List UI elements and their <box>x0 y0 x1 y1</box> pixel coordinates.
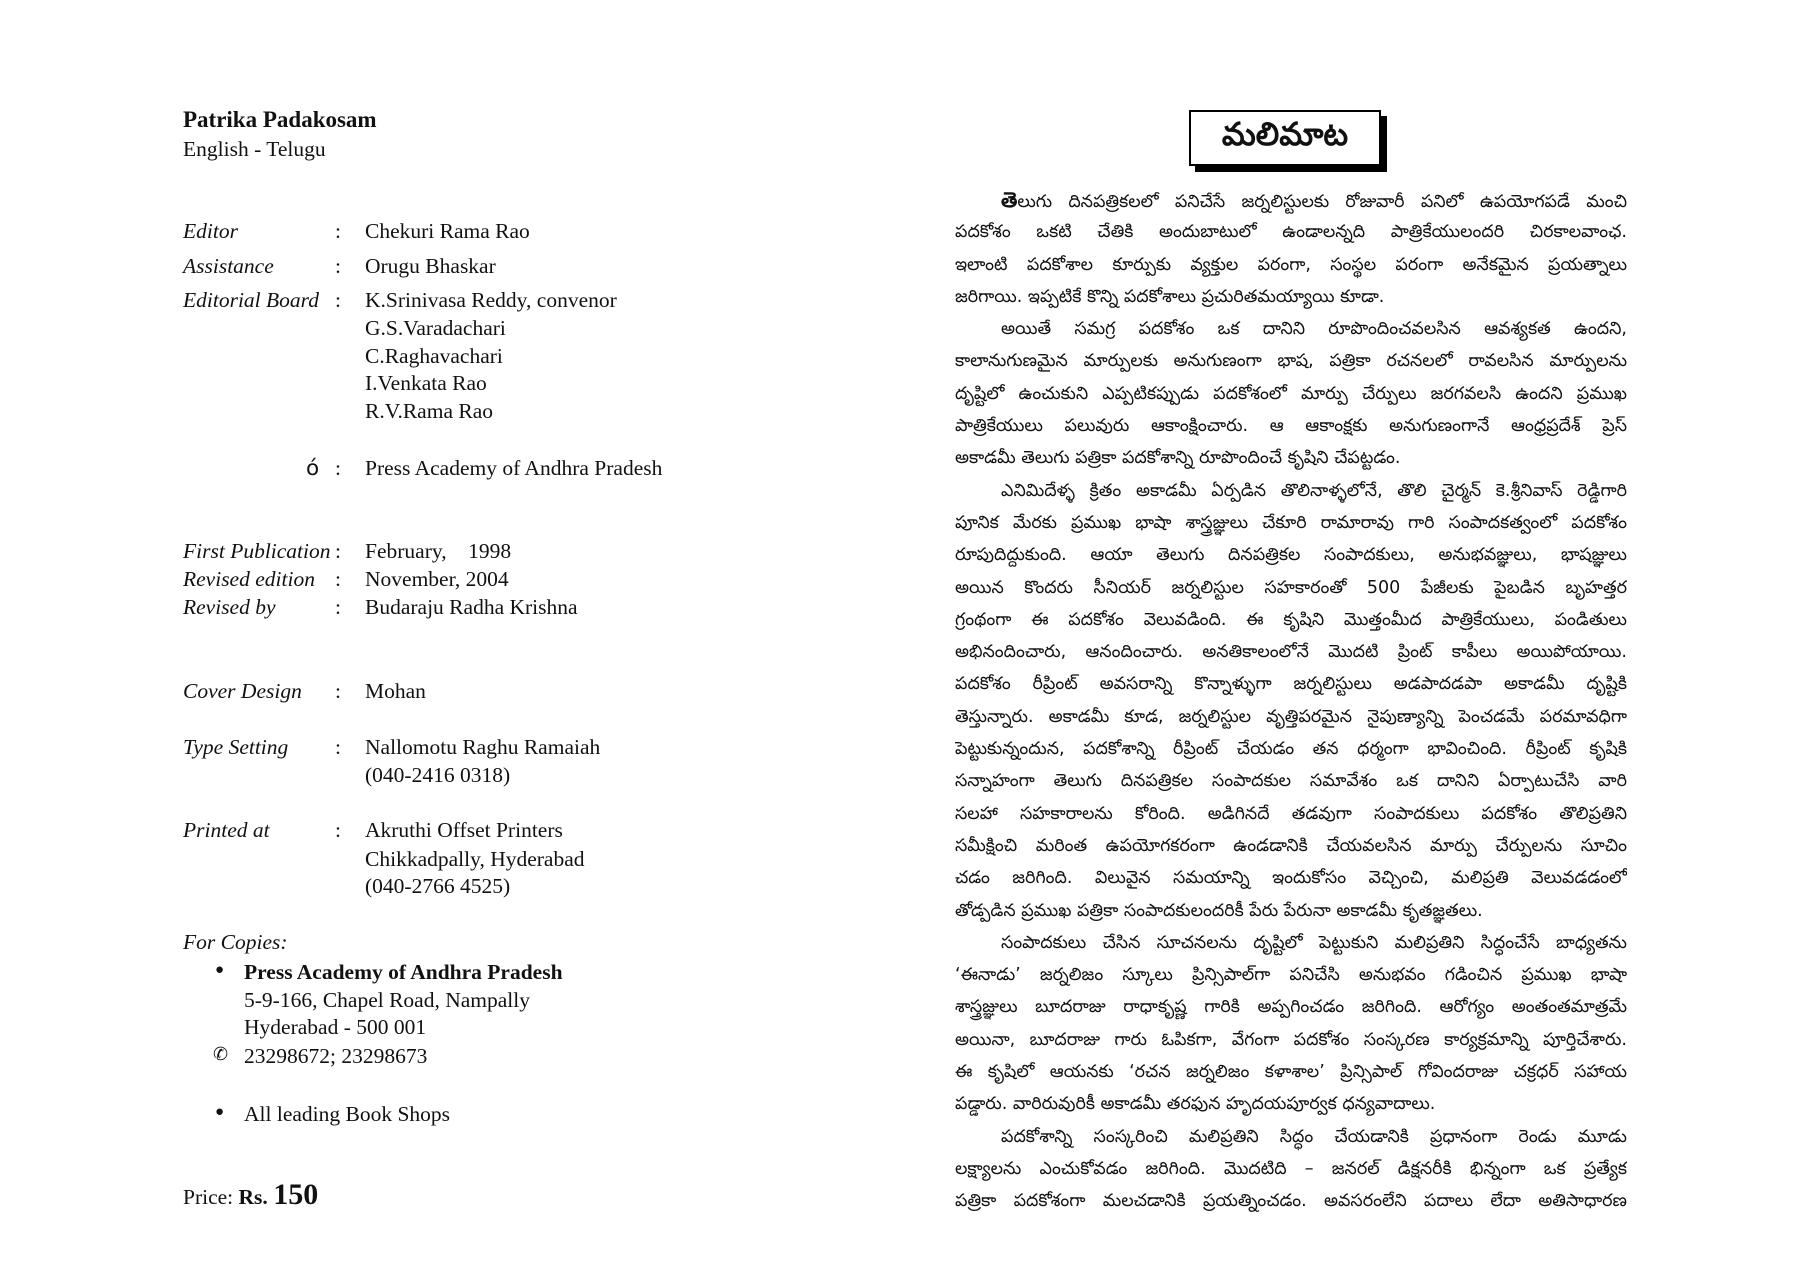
bullet-icon: ● <box>215 962 225 978</box>
preface-line: కాలానుగుణమైన మార్పులకు అనుగుణంగా భాష, పత్రికా రచనలలో రావలసిన మార్పులను <box>955 351 1627 372</box>
preface-line: పడ్డారు. వారిరువురికీ అకాడమీ తరఫున హృదయపూర్వక ధన్యవాదాలు. <box>955 1094 1436 1115</box>
preface-line <box>955 184 1627 216</box>
copies-address-1: 5-9-166, Chapel Road, Nampally <box>244 988 531 1012</box>
credit-value: R.V.Rama Rao <box>365 399 494 423</box>
book-subtitle: English - Telugu <box>183 137 326 161</box>
credit-value: (040-2416 0318) <box>365 763 511 787</box>
preface-line: పాత్రికేయులు పలువురు ఆకాంక్షించారు. ఆ ఆకాంక్షకు అనుగుణంగానే ఆంధ్రప్రదేశ్ ప్రెస్ <box>955 416 1627 437</box>
copies-org: Press Academy of Andhra Pradesh <box>244 960 563 984</box>
credit-colon: : <box>335 735 341 759</box>
preface-line: అకాడమీ తెలుగు పత్రికా పదకోశాన్ని రూపొందించే కృషిని చేపట్టడం. <box>955 448 1401 469</box>
credit-colon: : <box>335 288 341 312</box>
credit-label: Revised edition <box>183 567 315 591</box>
preface-line: తోడ్పడిన ప్రముఖ పత్రికా సంపాదకులందరికీ పేరు పేరునా అకాడమీ కృతజ్ఞతలు. <box>955 900 1483 921</box>
credit-colon: : <box>335 219 341 243</box>
credit-value: Mohan <box>365 679 426 703</box>
credit-value: Budaraju Radha Krishna <box>365 595 578 619</box>
credit-value: Orugu Bhaskar <box>365 254 496 278</box>
preface-line: ఇలాంటి పదకోశాల కూర్పుకు వ్యక్తుల పరంగా, సంస్థల పరంగా అనేకమైన ప్రయత్నాలు <box>955 254 1627 275</box>
preface-text <box>955 184 1627 1218</box>
preface-line-text: లుగు దినపత్రికలలో పనిచేసే జర్నలిస్టులకు రోజువారీ పనిలో ఉపయోగపడే మంచి <box>1017 192 1627 212</box>
preface-line: లక్ష్యాలను ఎంచుకోవడం జరిగింది. మొదటిది – జనరల్ డిక్షనరీకి భిన్నంగా ఒక ప్రత్యేక <box>955 1158 1627 1179</box>
preface-line: రూపుదిద్దుకుంది. ఆయా తెలుగు దినపత్రికల సంపాదకులు, అనుభవజ్ఞులు, భాషజ్ఞులు <box>955 545 1627 566</box>
phone-icon: ✆ <box>213 1044 229 1064</box>
credit-label: Revised by <box>183 595 276 619</box>
preface-line: సమీక్షించి మరింత ఉపయోగకరంగా ఉండడానికి చేయవలసిన మార్పు చేర్పులను సూచిం <box>955 835 1627 856</box>
credit-value: November, 2004 <box>365 567 509 591</box>
preface-line: ‘ఈనాడు’ జర్నలిజం స్కూలు ప్రిన్సిపాల్‌గా పనిచేసి అనుభవం గడించిన ప్రముఖ భాషా <box>955 965 1627 986</box>
credit-colon: : <box>335 595 341 619</box>
credit-value: Nallomotu Raghu Ramaiah <box>365 735 601 759</box>
price-currency: Rs. <box>238 1185 268 1209</box>
credit-label: Cover Design <box>183 679 302 703</box>
credit-colon: : <box>335 539 341 563</box>
copies-address-2: Hyderabad - 500 001 <box>244 1015 427 1039</box>
preface-line: పదకోశం రీప్రింట్ అవసరాన్ని కొన్నాళ్ళుగా జర్నలిస్టులు అడపాదడపా అకాడమీ దృష్టికి <box>955 674 1627 695</box>
credit-value: I.Venkata Rao <box>365 371 487 395</box>
credit-value: Press Academy of Andhra Pradesh <box>365 456 663 480</box>
preface-line: పెట్టుకున్నందున, పదకోశాన్ని రీప్రింట్ చేయడం తన ధర్మంగా భావించింది. రీప్రింట్ కృషికి <box>955 739 1627 760</box>
preface-line: ఎనిమిదేళ్ళ క్రితం అకాడమీ ఏర్పడిన తొలినాళ్ళలోనే, తొలి చైర్మన్ కె.శ్రీనివాస్ రెడ్డిగారి <box>1001 480 1627 501</box>
preface-line: చడం జరిగింది. విలువైన సమయాన్ని ఇందుకోసం వెచ్చించి, మలిప్రతి వెలువడడంలో <box>955 868 1627 889</box>
bullet-icon: ● <box>215 1104 225 1120</box>
credit-label: Editorial Board <box>183 288 319 312</box>
preface-line: సంపాదకులు చేసిన సూచనలను దృష్టిలో పెట్టుకుని మలిప్రతిని సిద్ధంచేసే బాధ్యతను <box>1001 932 1627 953</box>
price <box>183 1178 318 1212</box>
preface-line: పత్రికా పదకోశంగా మలచడానికి ప్రయత్నించడం. అవసరంలేని పదాలు లేదా అతిసాధారణ <box>955 1191 1627 1212</box>
credit-colon: : <box>335 567 341 591</box>
drop-letter: తె <box>1001 188 1018 212</box>
preface-line: సన్నాహంగా తెలుగు దినపత్రికల సంపాదకుల సమావేశం ఒక దానిని ఏర్పాటుచేసి వారి <box>955 771 1627 792</box>
preface-line: అయిన కొందరు సీనియర్ జర్నలిస్టుల సహకారంతో 500 పేజీలకు పైబడిన బృహత్తర <box>955 577 1627 598</box>
preface-line: గ్రంథంగా ఈ పదకోశం వెలువడింది. ఈ కృషిని మొత్తంమీద పాత్రికేయులు, పండితులు <box>955 609 1627 630</box>
credit-value: K.Srinivasa Reddy, convenor <box>365 288 617 312</box>
preface-line: పదకోశం ఒకటి చేతికి అందుబాటులో ఉండాలన్నది పాత్రికేయులందరి చిరకాలవాంఛ. <box>955 222 1627 243</box>
preface-line: పూనిక మేరకు ప్రముఖ భాషా శాస్త్రజ్ఞులు చేకూరి రామారావు గారి సంపాదకత్వంలో పదకోశం <box>955 512 1627 533</box>
preface-line: జరిగాయి. ఇప్పటికే కొన్ని పదకోశాలు ప్రచురితమయ్యాయి కూడా. <box>955 286 1385 307</box>
preface-line: పదకోశాన్ని సంస్కరించి మలిప్రతిని సిద్ధం చేయడానికి ప్రధానంగా రెండు మూడు <box>1001 1126 1627 1147</box>
credit-colon: : <box>335 679 341 703</box>
credit-value: Akruthi Offset Printers <box>365 818 563 842</box>
book-title: Patrika Padakosam <box>183 107 377 132</box>
price-label: Price: <box>183 1185 234 1209</box>
credit-colon: : <box>335 818 341 842</box>
preface-line: అభినందించారు, ఆనందించారు. అనతికాలంలోనే మొదటి ప్రింట్ కాపీలు అయిపోయాయి. <box>955 642 1627 663</box>
preface-heading: మలిమాట <box>1189 110 1381 166</box>
preface-line: అయినా, బూదరాజు గారు ఓపికగా, వేగంగా పదకోశం సంస్కరణ కార్యక్రమాన్ని పూర్తిచేశారు. <box>955 1029 1627 1050</box>
credit-value: C.Raghavachari <box>365 344 503 368</box>
credit-value: (040-2766 4525) <box>365 874 511 898</box>
credit-label: ó <box>306 456 320 481</box>
credit-value: Chekuri Rama Rao <box>365 219 530 243</box>
credit-value: February, 1998 <box>365 539 512 563</box>
copies-heading: For Copies: <box>183 930 288 954</box>
credit-colon: : <box>335 456 341 480</box>
credit-colon: : <box>335 254 341 278</box>
credit-label: Type Setting <box>183 735 289 759</box>
credit-label: Printed at <box>183 818 270 842</box>
credit-value: G.S.Varadachari <box>365 316 506 340</box>
preface-line: అయితే సమగ్ర పదకోశం ఒక దానిని రూపొందించవలసిన ఆవశ్యకత ఉందని, <box>1001 319 1627 340</box>
preface-line: దృష్టిలో ఉంచుకుని ఎప్పటికప్పుడు పదకోశంలో మార్పు చేర్పులు జరగవలసి ఉందని ప్రముఖ <box>955 383 1627 404</box>
credit-label: Assistance <box>183 254 274 278</box>
price-amount: 150 <box>273 1178 319 1211</box>
credit-value: Chikkadpally, Hyderabad <box>365 847 585 871</box>
copies-phones: 23298672; 23298673 <box>244 1044 428 1068</box>
preface-line: శాస్త్రజ్ఞులు బూదరాజు రాధాకృష్ణ గారికి అప్పగించడం జరిగింది. ఆరోగ్యం అంతంతమాత్రమే <box>955 997 1627 1018</box>
copies-other: All leading Book Shops <box>244 1102 451 1126</box>
preface-line: ఈ కృషిలో ఆయనకు ‘రచన జర్నలిజం కళాశాల’ ప్రిన్సిపాల్ గోవిందరాజు చక్రధర్ సహాయ <box>955 1062 1627 1083</box>
credit-label: Editor <box>183 219 238 243</box>
preface-line: తెస్తున్నారు. అకాడమీ కూడ, జర్నలిస్టుల వృత్తిపరమైన నైపుణ్యాన్ని పెంచడమే పరమావధిగా <box>955 706 1627 727</box>
credit-label: First Publication <box>183 539 331 563</box>
preface-line: సలహా సహకారాలను కోరింది. అడిగినదే తడవుగా సంపాదకులు పదకోశం తొలిప్రతిని <box>955 803 1627 824</box>
